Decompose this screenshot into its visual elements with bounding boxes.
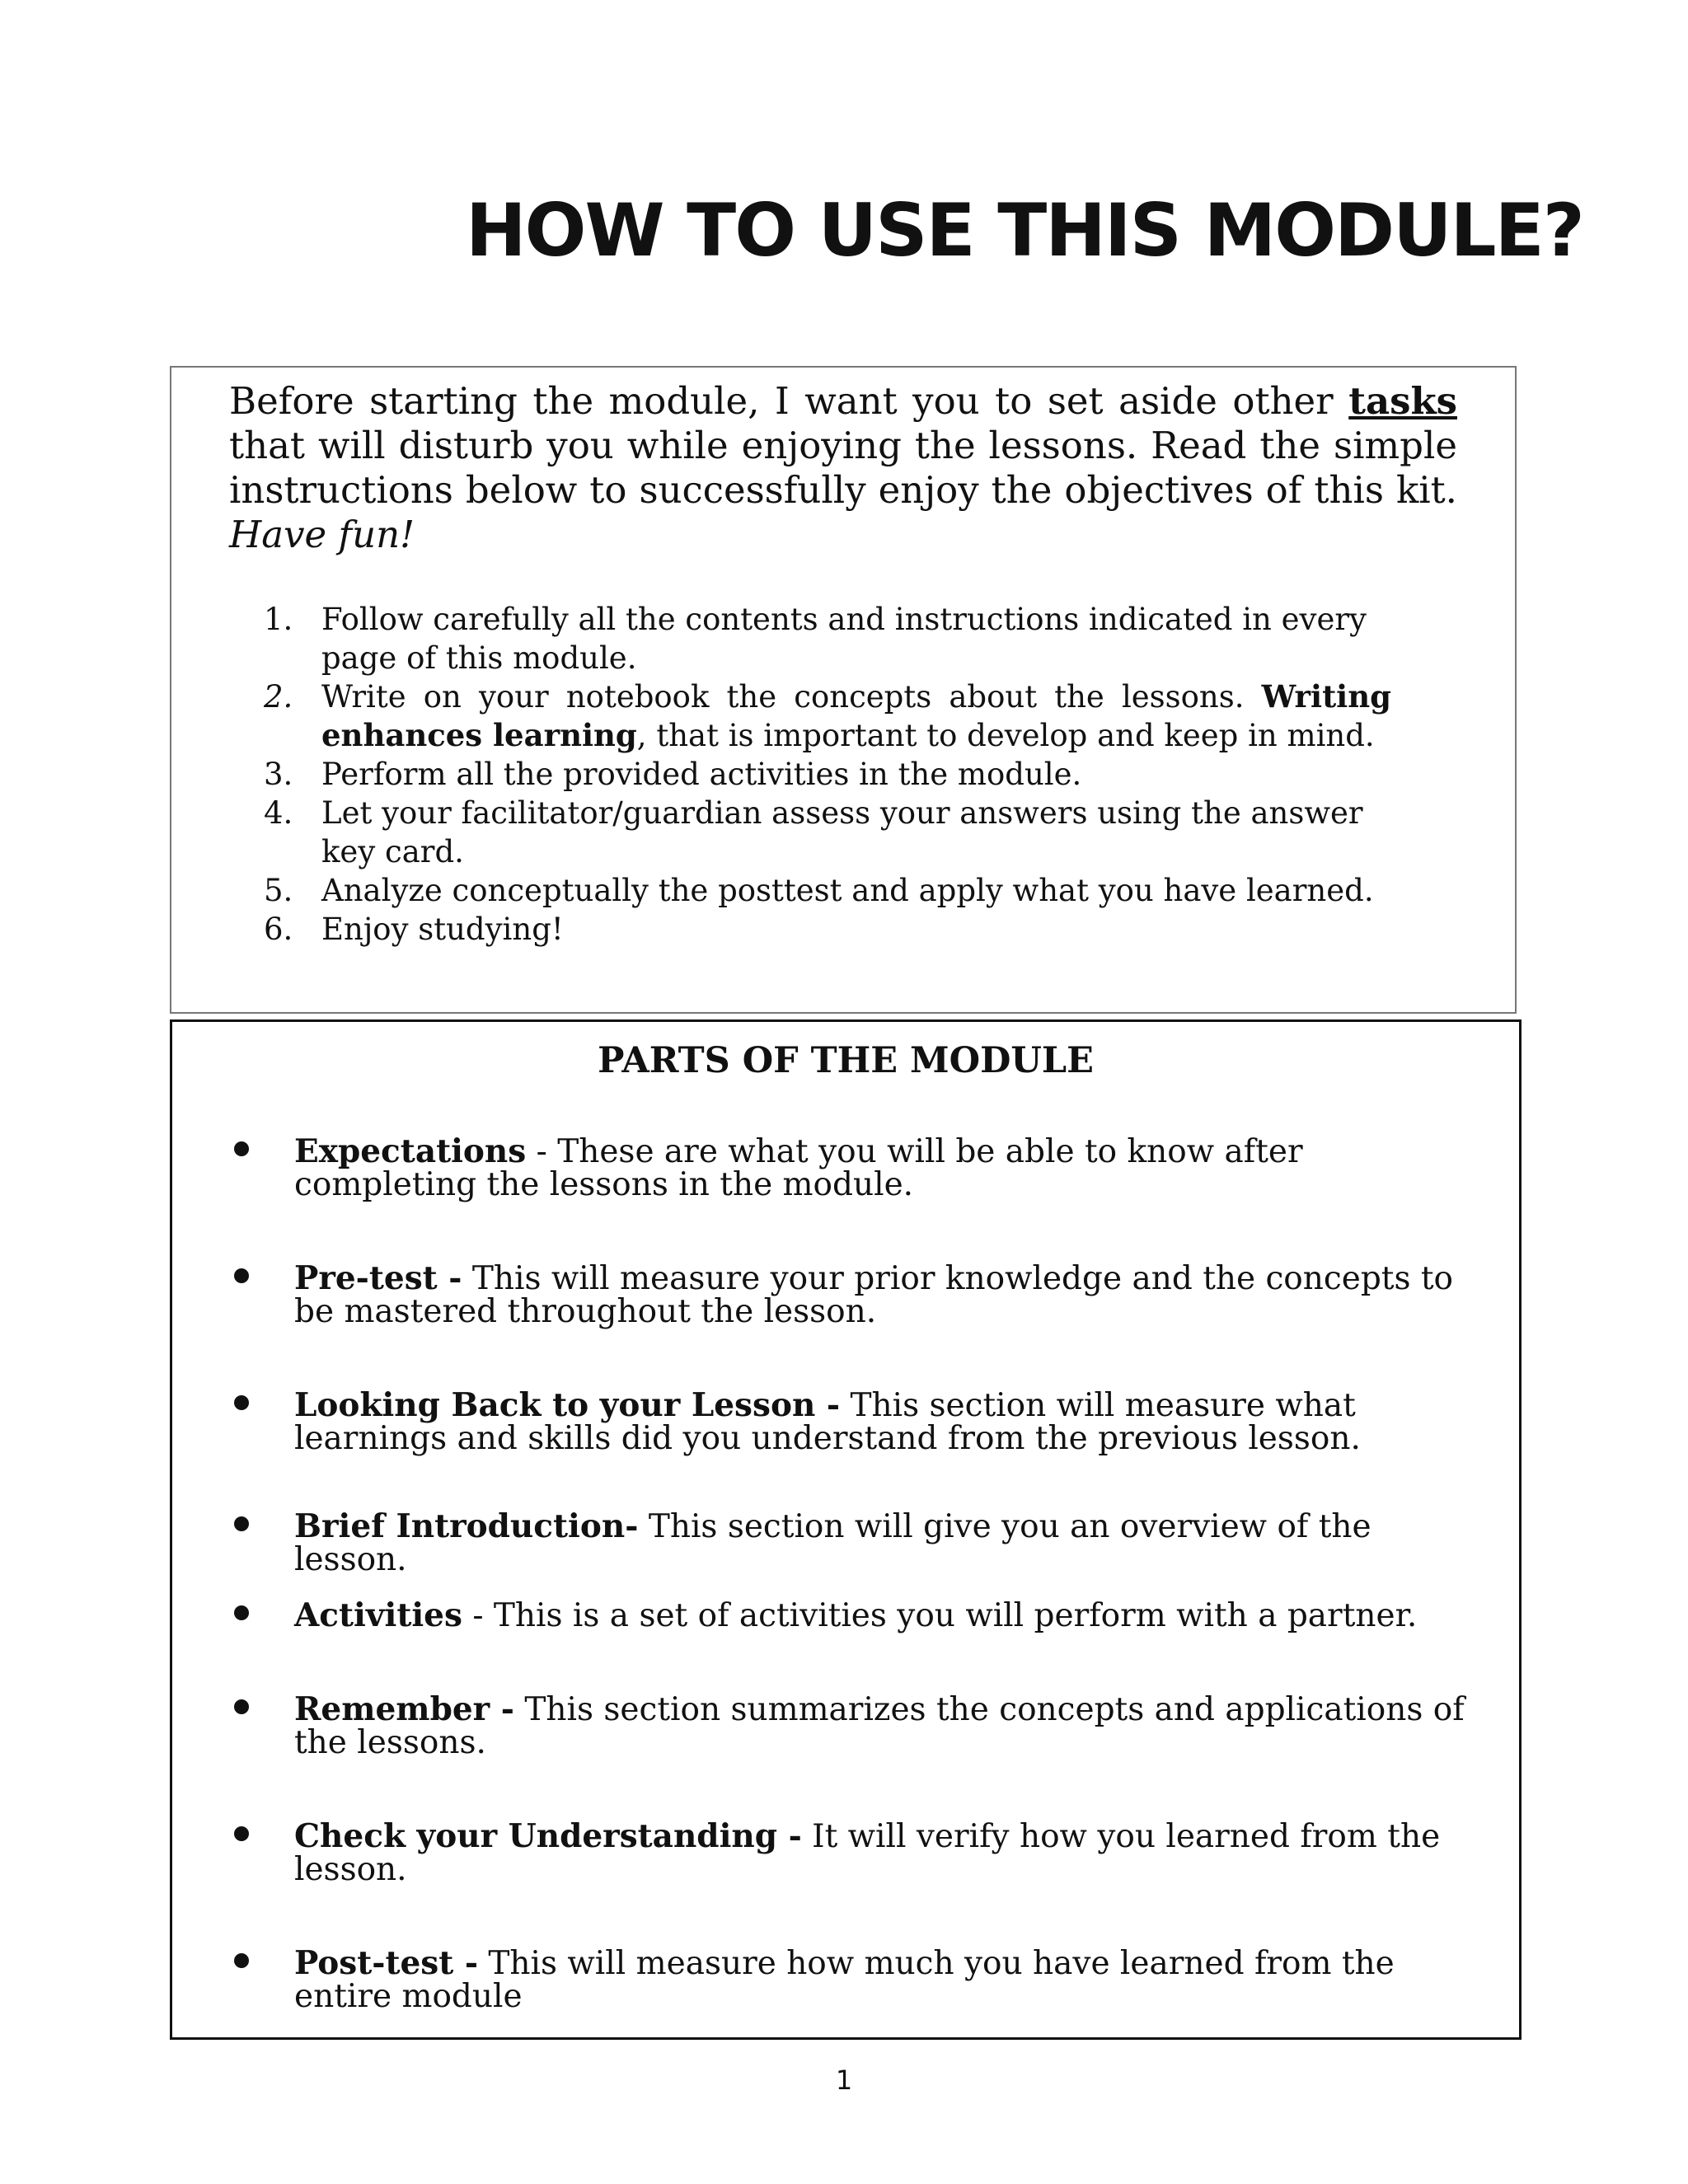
part-item-activities xyxy=(234,1596,1487,1634)
part-body xyxy=(294,1944,1487,2015)
intro-emphasis: tasks xyxy=(1348,379,1457,423)
intro-paragraph xyxy=(229,379,1457,557)
step-text: Let your facilitator/guardian assess your answers using the answer key card. xyxy=(321,795,1363,869)
part-desc: This section summarizes the concepts and applications of the lessons. xyxy=(294,1691,1465,1761)
bullet-icon xyxy=(234,1699,249,1714)
steps-list xyxy=(254,600,1391,949)
step-item xyxy=(254,794,1391,871)
part-body xyxy=(294,1817,1487,1888)
part-item-post-test xyxy=(234,1944,1487,2015)
part-item-expectations xyxy=(234,1132,1487,1203)
part-body xyxy=(294,1507,1487,1578)
step-text: Analyze conceptually the posttest and apply what you have learned. xyxy=(321,873,1374,908)
bullet-icon xyxy=(234,1605,249,1620)
page-title: HOW TO USE THIS MODULE? xyxy=(466,188,1583,273)
part-desc: - These are what you will be able to know after completing the lessons in the module. xyxy=(294,1133,1303,1203)
part-term: Pre-test - xyxy=(294,1259,462,1297)
part-term: Remember - xyxy=(294,1690,514,1728)
part-item-pre-test xyxy=(234,1259,1487,1330)
step-number: 2. xyxy=(264,679,293,715)
step-text-after: , that is important to develop and keep in mind. xyxy=(636,718,1375,753)
part-body xyxy=(294,1386,1487,1457)
part-desc: This section will measure what learnings and skills did you understand from the previous lesson. xyxy=(294,1387,1361,1457)
part-desc: This will measure your prior knowledge and the concepts to be mastered throughout the lesson. xyxy=(294,1260,1454,1330)
step-item xyxy=(254,677,1391,755)
bullet-icon xyxy=(234,1141,249,1156)
part-term: Post-test - xyxy=(294,1944,479,1982)
part-term: Expectations xyxy=(294,1132,527,1170)
step-number: 5. xyxy=(264,873,293,908)
bullet-icon xyxy=(234,1268,249,1283)
part-item-remember xyxy=(234,1690,1487,1761)
part-term: Check your Understanding - xyxy=(294,1817,802,1855)
bullet-icon xyxy=(234,1395,249,1410)
intro-closing: Have fun! xyxy=(229,513,415,556)
intro-text-before: Before starting the module, I want you to set aside other xyxy=(229,379,1349,423)
part-desc: - This is a set of activities you will perform with a partner. xyxy=(462,1597,1418,1634)
part-desc: This will measure how much you have learned from the entire module xyxy=(294,1945,1395,2015)
step-number: 4. xyxy=(264,795,293,831)
step-item xyxy=(254,600,1391,677)
part-body xyxy=(294,1132,1487,1203)
step-bold-text: Writing enhances learning xyxy=(321,678,1391,753)
step-item xyxy=(254,871,1391,910)
step-text-before: Write on your notebook the concepts about the lessons. xyxy=(321,679,1262,715)
step-text: Enjoy studying! xyxy=(321,912,564,947)
step-number: 1. xyxy=(264,602,293,637)
part-desc: It will verify how you learned from the lesson. xyxy=(294,1818,1441,1888)
parts-title: PARTS OF THE MODULE xyxy=(598,1040,1094,1081)
part-body xyxy=(294,1596,1487,1634)
part-body xyxy=(294,1259,1487,1330)
step-text: Perform all the provided activities in the module. xyxy=(321,757,1082,792)
part-item-check-understanding xyxy=(234,1817,1487,1888)
intro-text-after: that will disturb you while enjoying the lessons. Read the simple instructions below to successfully enjoy the objectives of this kit. xyxy=(229,424,1457,512)
step-item xyxy=(254,910,1391,949)
instructions-box xyxy=(170,366,1517,1014)
step-number: 6. xyxy=(264,912,293,947)
bullet-icon xyxy=(234,1826,249,1841)
part-desc: This section will give you an overview of the lesson. xyxy=(294,1508,1372,1578)
step-text: Follow carefully all the contents and instructions indicated in every page of this module. xyxy=(321,602,1367,676)
part-item-looking-back xyxy=(234,1386,1487,1457)
part-item-brief-introduction xyxy=(234,1507,1487,1578)
part-term: Activities xyxy=(294,1596,462,1634)
bullet-icon xyxy=(234,1516,249,1531)
step-number: 3. xyxy=(264,757,293,792)
part-body xyxy=(294,1690,1487,1761)
page-number: 1 xyxy=(835,2064,853,2096)
step-item xyxy=(254,755,1391,794)
parts-box xyxy=(170,1019,1522,2040)
part-term: Looking Back to your Lesson - xyxy=(294,1386,841,1424)
bullet-icon xyxy=(234,1953,249,1968)
part-term: Brief Introduction- xyxy=(294,1507,639,1545)
